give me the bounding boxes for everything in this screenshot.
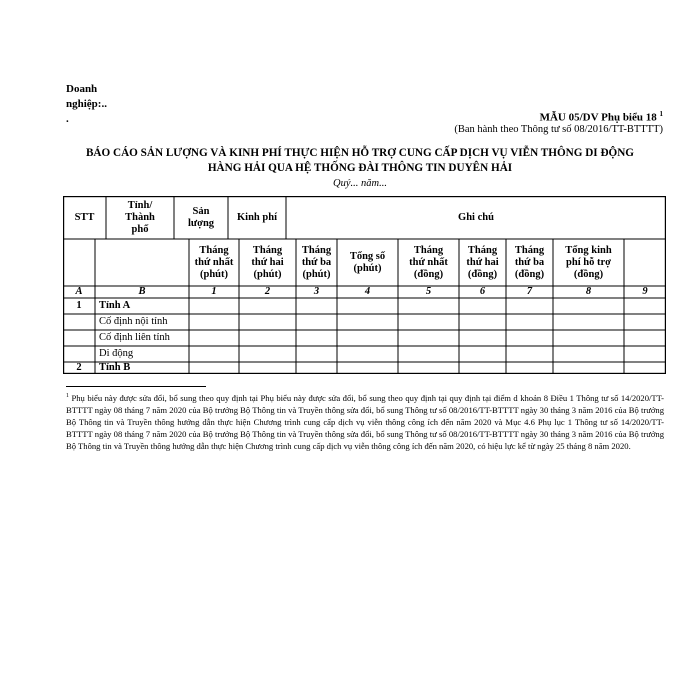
sub-5-l2: thứ hai	[466, 256, 499, 268]
report-title-line2: HÀNG HẢI QUA HỆ THỐNG ĐÀI THÔNG TIN DUYÊN HẢI	[207, 162, 513, 174]
report-table	[63, 196, 666, 374]
sub-6-l1: Tháng	[514, 244, 545, 256]
sub-7-l1: Tổng kinh	[565, 244, 612, 256]
row-name: Cố định liên tỉnh	[99, 332, 170, 343]
sub-6-l2: thứ ba	[514, 256, 545, 268]
sub-3-l1: Tổng số	[349, 250, 386, 262]
enterprise-label-dot: .	[66, 113, 69, 125]
header-stt: STT	[74, 211, 95, 223]
issued-by: (Ban hành theo Thông tư số 08/2016/TT-BTTTT)	[454, 124, 663, 135]
index-cell: 1	[211, 286, 217, 297]
sub-5-l1: Tháng	[467, 244, 498, 256]
sub-3-l2: (phút)	[353, 262, 382, 274]
row-name: Cố định nội tỉnh	[99, 316, 168, 327]
row-stt	[63, 314, 95, 330]
enterprise-label-line2: nghiệp:..	[66, 98, 107, 110]
header-output-l2: lượng	[187, 217, 215, 229]
sub-0-l1: Tháng	[199, 244, 229, 256]
row-stt: 1	[76, 300, 82, 311]
sub-7-l3: (đồng)	[573, 268, 604, 280]
sub-4-l1: Tháng	[413, 244, 444, 256]
header-province-l2: Thành	[125, 211, 155, 223]
index-cell: 2	[264, 286, 271, 297]
subheader-month3-minutes	[296, 239, 337, 286]
row-stt	[63, 330, 95, 346]
sub-1-l3: (phút)	[253, 268, 282, 280]
index-cell: 3	[313, 286, 320, 297]
sub-0-l2: thứ nhất	[194, 256, 234, 268]
report-title	[60, 146, 660, 176]
header-province	[106, 196, 174, 239]
sub-5-l3: (đồng)	[467, 268, 498, 280]
report-period: Quý... năm...	[333, 178, 387, 189]
sub-6-l3: (đồng)	[514, 268, 545, 280]
sub-4-l2: thứ nhất	[409, 256, 448, 268]
footnote-text: Phụ biểu này được sửa đổi, bổ sung theo quy định tại Phụ biểu này được sửa đổi, bổ sung theo quy định tại quy định tại điểm d khoản 8 Điều 1 Thông tư số 14/2020/TT-BTTTT ngày 08 tháng 7 năm 2020 của Bộ trưởng Bộ Thông tin và Truyền thông sửa đổi, bổ sung Thông tư số 08/2016/TT-BTTTT ngày 30 tháng 3 năm 2016 của Bộ trưởng Bộ Thông tin và Truyền thông hướng dẫn thực hiện Chương trình cung cấp dịch vụ viễn thông công ích đến năm 2020 và Mục 4.6 Phụ lục 1 Thông tư số 14/2020/TT-BTTTT ngày 08 tháng 7 năm 2020 của Bộ trưởng Bộ Thông tin và Truyền thông sửa đổi, bổ sung Thông tư số 08/2016/TT-BTTTT ngày 30 tháng 3 năm 2016 của Bộ trưởng Bộ Thông tin và Truyền thông hướng dẫn thực hiện Chương trình cung cấp dịch vụ viễn thông công ích đến năm 2020, có hiệu lực kể từ ngày 25 tháng 8 năm 2020.	[66, 392, 664, 451]
footnote-separator	[66, 386, 206, 387]
header-funding: Kinh phí	[237, 211, 277, 223]
index-cell: 6	[479, 286, 486, 297]
row-name: Tỉnh B	[99, 362, 131, 373]
sub-1-l1: Tháng	[252, 244, 283, 256]
form-code-text: MẪU 05/DV Phụ biểu 18	[539, 111, 657, 124]
index-cell: 7	[526, 286, 533, 297]
sub-2-l1: Tháng	[301, 244, 332, 256]
sub-0-l3: (phút)	[199, 268, 228, 280]
subheader-total-minutes	[337, 239, 398, 286]
subheader-month2-minutes	[239, 239, 296, 286]
index-cell: 4	[364, 286, 371, 297]
form-footnote-ref: 1	[659, 110, 663, 118]
report-title-line1: BÁO CÁO SẢN LƯỢNG VÀ KINH PHÍ THỰC HIỆN HỖ TRỢ CUNG CẤP DỊCH VỤ VIỄN THÔNG DI ĐỘNG	[85, 147, 635, 159]
subheader-month2-vnd	[459, 239, 506, 286]
header-province-l3: phố	[131, 223, 149, 235]
sub-2-l2: thứ ba	[301, 256, 332, 268]
sub-1-l2: thứ hai	[251, 256, 284, 268]
footnote-ref: 1	[66, 393, 69, 399]
row-name: Tỉnh A	[99, 300, 131, 311]
row-name: Di động	[99, 348, 134, 359]
index-cell: 5	[425, 286, 432, 297]
header-notes: Ghi chú	[458, 211, 494, 223]
subheader-month3-vnd	[506, 239, 553, 286]
header-province-l1: Tỉnh/	[127, 199, 153, 211]
sub-7-l2: phí hỗ trợ	[566, 256, 611, 268]
subheader-month1-vnd	[398, 239, 459, 286]
enterprise-label-line1: Doanh	[66, 83, 98, 95]
enterprise-label	[66, 82, 146, 127]
subheader-total-funding	[553, 239, 624, 286]
header-output-l1: Sản	[192, 205, 210, 217]
sub-4-l3: (đồng)	[413, 268, 444, 280]
header-output	[174, 196, 228, 239]
row-stt: 2	[76, 362, 82, 373]
footnote	[66, 390, 664, 452]
form-code	[540, 110, 663, 124]
row-stt	[63, 346, 95, 362]
sub-2-l3: (phút)	[302, 268, 331, 280]
index-cell: A	[75, 286, 83, 297]
subheader-month1-minutes	[189, 239, 239, 286]
index-cell: 8	[585, 286, 592, 297]
index-cell: B	[138, 286, 146, 297]
index-cell: 9	[642, 286, 648, 297]
